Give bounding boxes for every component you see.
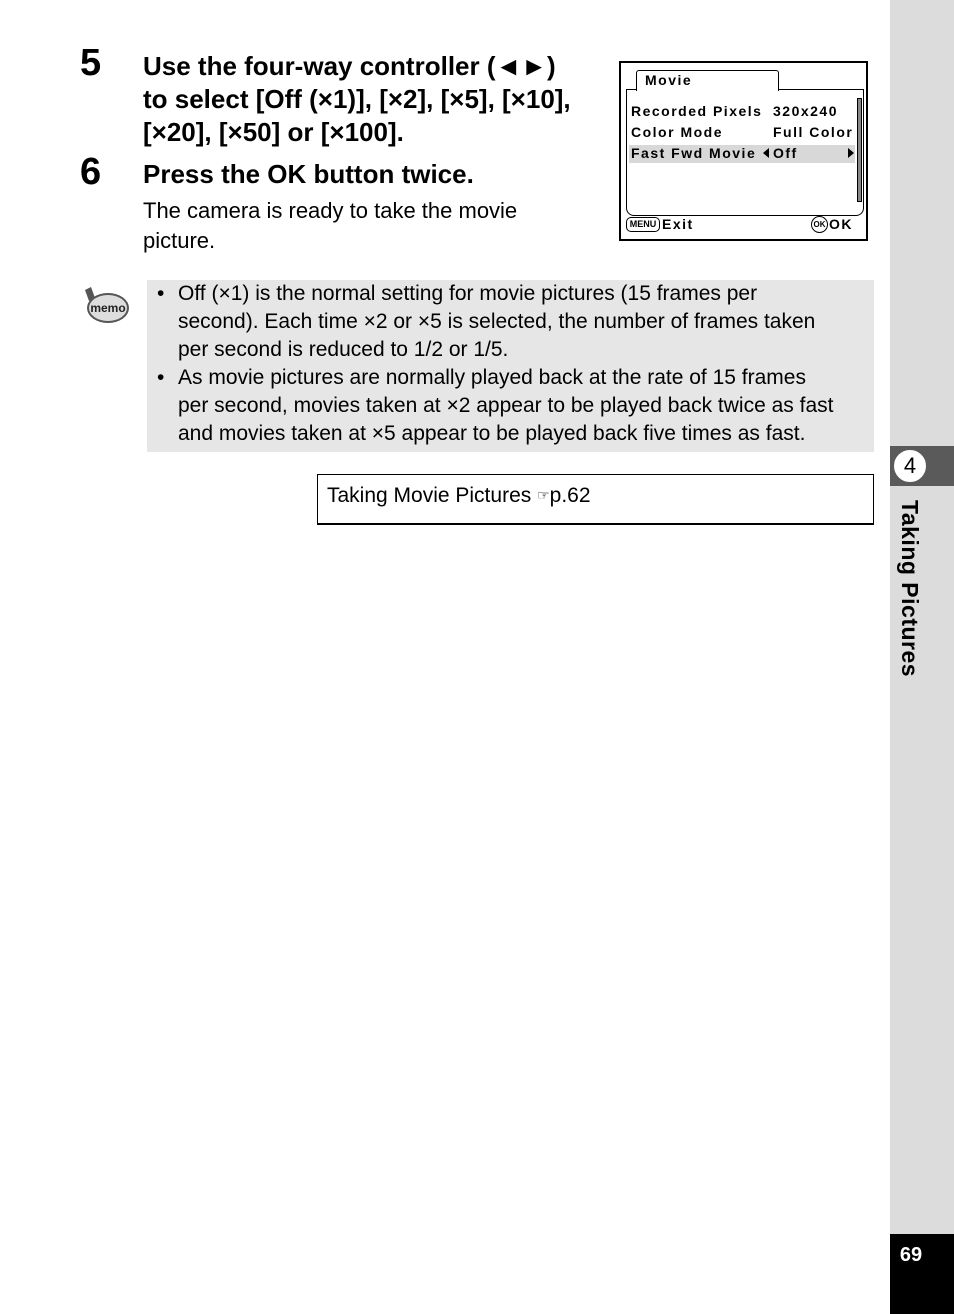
menu-button-icon: MENU [626,217,660,232]
right-arrow-icon [848,148,854,158]
lcd-row-label: Recorded Pixels [631,103,763,119]
step-5-number: 5 [80,42,102,84]
lcd-footer [626,215,862,235]
camera-lcd-screen [619,61,868,241]
step-6-text-line-1: The camera is ready to take the movie [143,198,518,223]
lcd-row-value: Off [773,145,798,161]
memo-line: As movie pictures are normally played back at the rate of 15 frames [178,366,806,389]
memo-line: second). Each time ×2 or ×5 is selected, the number of frames taken [178,310,816,333]
lcd-scrollbar [857,98,862,202]
bullet: • [157,366,165,389]
bullet: • [157,282,165,305]
step-6-title: Press the OK button twice. [143,159,474,189]
ok-label: OK [829,216,853,232]
reference-page: p.62 [549,484,591,507]
ok-button-icon: OK [811,216,828,233]
memo-icon [81,284,131,326]
lcd-row-recorded-pixels [629,103,855,121]
lcd-row-label: Fast Fwd Movie [631,145,757,161]
lcd-row-color-mode [629,124,855,142]
memo-item-text [178,364,868,448]
lcd-menu-frame [626,89,864,216]
step-5-title-line-3: [×20], [×50] or [×100]. [143,117,404,147]
memo-item-text [178,280,868,364]
page-number: 69 [899,1244,923,1266]
memo-line: and movies taken at ×5 appear to be played back five times as fast. [178,422,806,445]
memo-line: per second is reduced to 1/2 or 1/5. [178,338,509,361]
pointing-hand-icon: ☞ [537,487,550,503]
step-6-text-line-2: picture. [143,228,216,253]
chapter-number: 4 [893,449,927,483]
chapter-title: Taking Pictures [897,500,923,678]
exit-label: Exit [662,216,694,232]
memo-line: Off (×1) is the normal setting for movie pictures (15 frames per [178,282,758,305]
memo-icon-label: memo [90,301,126,315]
lcd-tab-label: Movie [645,72,693,88]
lcd-row-fast-fwd-movie [629,145,855,163]
memo-box [147,280,874,452]
step-5-title-line-1: Use the four-way controller (◄►) [143,51,556,81]
step-5-title-line-2: to select [Off (×1)], [×2], [×5], [×10], [143,84,571,114]
reference-link[interactable] [327,484,591,508]
lcd-row-value: 320x240 [773,103,839,119]
lcd-scrollbar-thumb [858,99,861,201]
reference-box [317,474,874,525]
left-arrow-icon [763,148,769,158]
reference-text: Taking Movie Pictures [327,484,538,507]
lcd-row-value: Full Color [773,124,854,140]
lcd-tab-movie [636,70,779,91]
step-6-number: 6 [80,151,102,193]
lcd-row-label: Color Mode [631,124,723,140]
memo-line: per second, movies taken at ×2 appear to be played back twice as fast [178,394,834,417]
